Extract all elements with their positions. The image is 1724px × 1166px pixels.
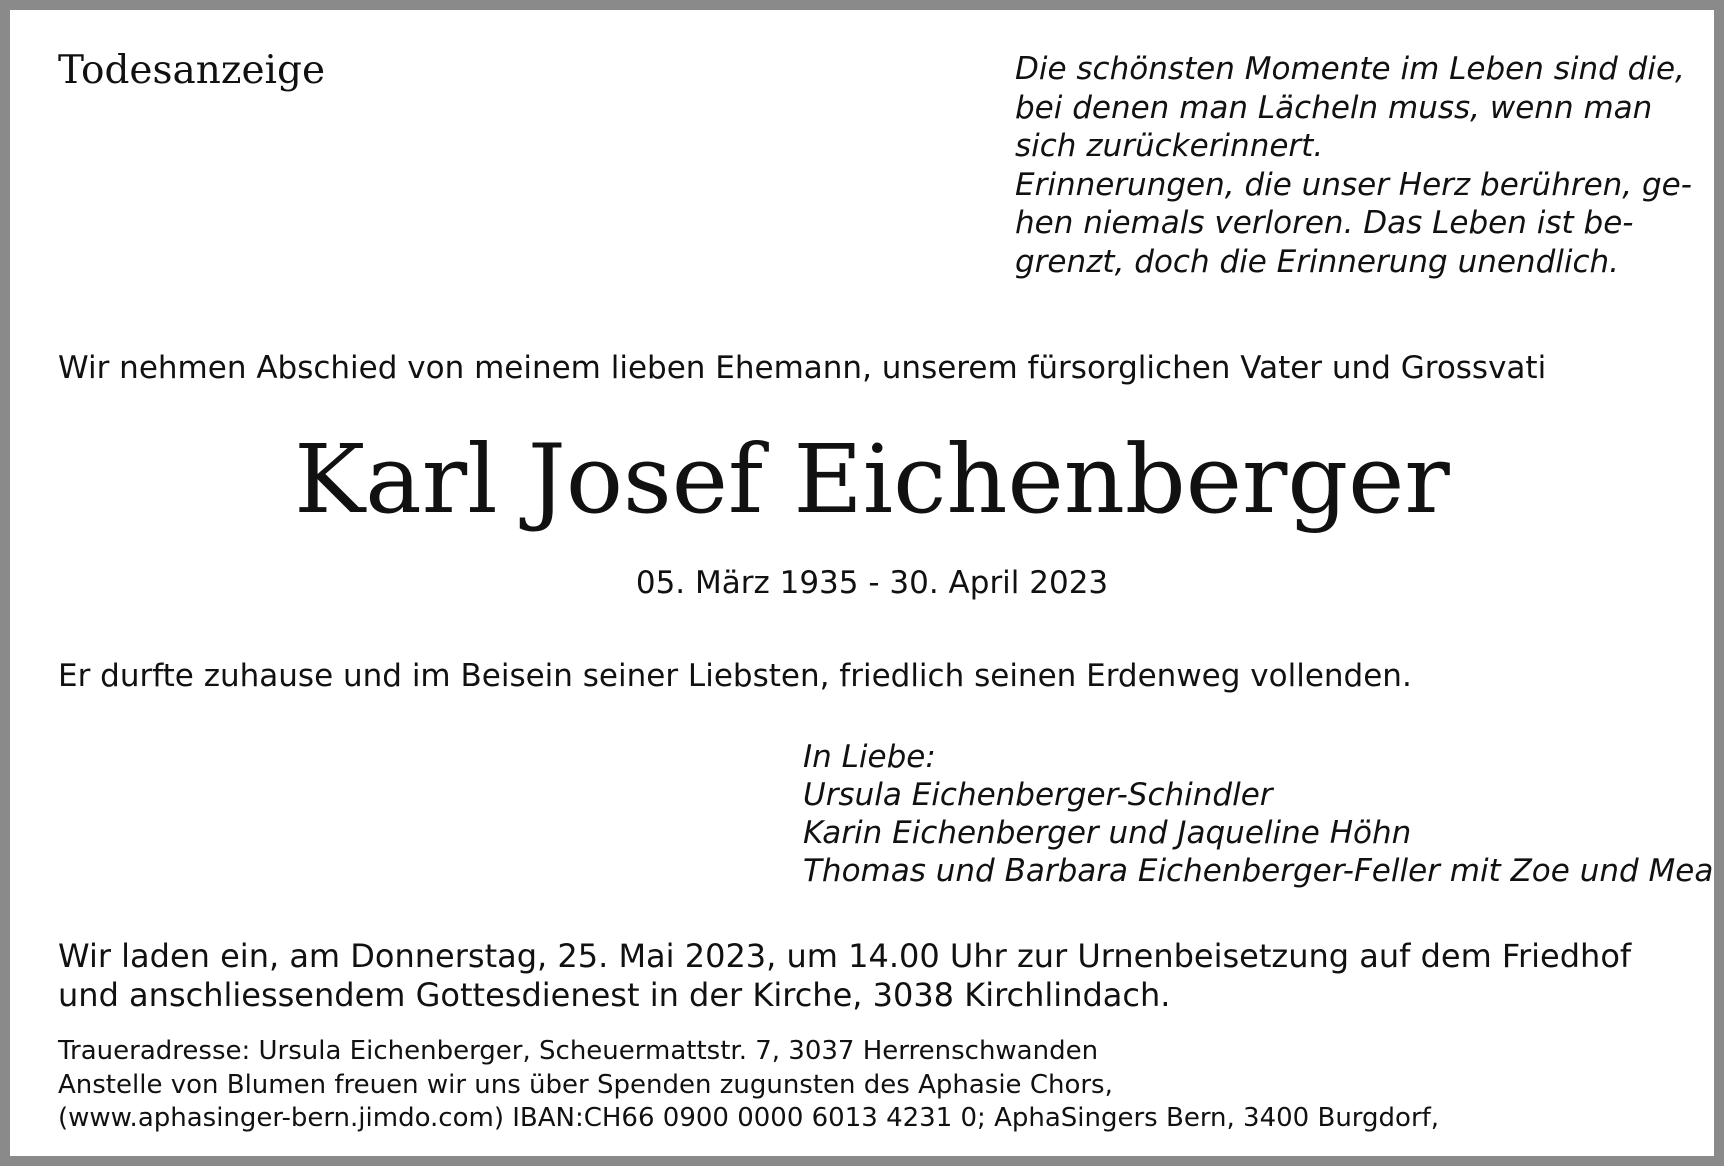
quote-line: hen niemals verloren. Das Leben ist be- — [1015, 205, 1634, 241]
mourner-name: Karin Eichenberger und Jaqueline Höhn — [803, 815, 1412, 851]
notice-heading: Todesanzeige — [58, 48, 326, 93]
mourning-address: Traueradresse: Ursula Eichenberger, Scheuermattstr. 7, 3037 Herrenschwanden — [58, 1036, 1099, 1066]
invitation-line: und anschliessendem Gottesdienest in der Kirche, 3038 Kirchlindach. — [58, 976, 1171, 1014]
mourners-intro: In Liebe: — [803, 739, 936, 775]
service-invitation — [58, 937, 1631, 1015]
passing-statement: Er durfte zuhause und im Beisein seiner Liebsten, friedlich seinen Erdenweg vollenden. — [58, 658, 1412, 694]
donation-note: Anstelle von Blumen freuen wir uns über Spenden zugunsten des Aphasie Chors, — [58, 1069, 1113, 1100]
quote-line: Die schönsten Momente im Leben sind die, — [1015, 51, 1685, 87]
quote-line: sich zurückerinnert. — [1015, 128, 1324, 164]
donation-details: (www.aphasinger-bern.jimdo.com) IBAN:CH66 0900 0000 6013 4231 0; AphaSingers Bern, 3400 Burgdorf, — [58, 1103, 1440, 1133]
quote-line: Erinnerungen, die unser Herz berühren, ge- — [1015, 166, 1692, 203]
quote-line: bei denen man Lächeln muss, wenn man — [1015, 89, 1653, 126]
invitation-line: Wir laden ein, am Donnerstag, 25. Mai 2023, um 14.00 Uhr zur Urnenbeisetzung auf dem Friedhof — [58, 937, 1632, 975]
notice-footer — [58, 1035, 1439, 1136]
mourners-list — [803, 738, 1713, 890]
mourner-name: Ursula Eichenberger-Schindler — [803, 777, 1273, 813]
mourner-name: Thomas und Barbara Eichenberger-Feller mit Zoe und Mea — [803, 853, 1714, 889]
life-dates: 05. März 1935 - 30. April 2023 — [635, 565, 1109, 601]
farewell-intro: Wir nehmen Abschied von meinem lieben Ehemann, unserem fürsorglichen Vater und Grossvati — [58, 350, 1547, 386]
memorial-quote — [1015, 50, 1692, 281]
deceased-name: Karl Josef Eichenberger — [294, 425, 1450, 535]
quote-line: grenzt, doch die Erinnerung unendlich. — [1015, 243, 1620, 280]
